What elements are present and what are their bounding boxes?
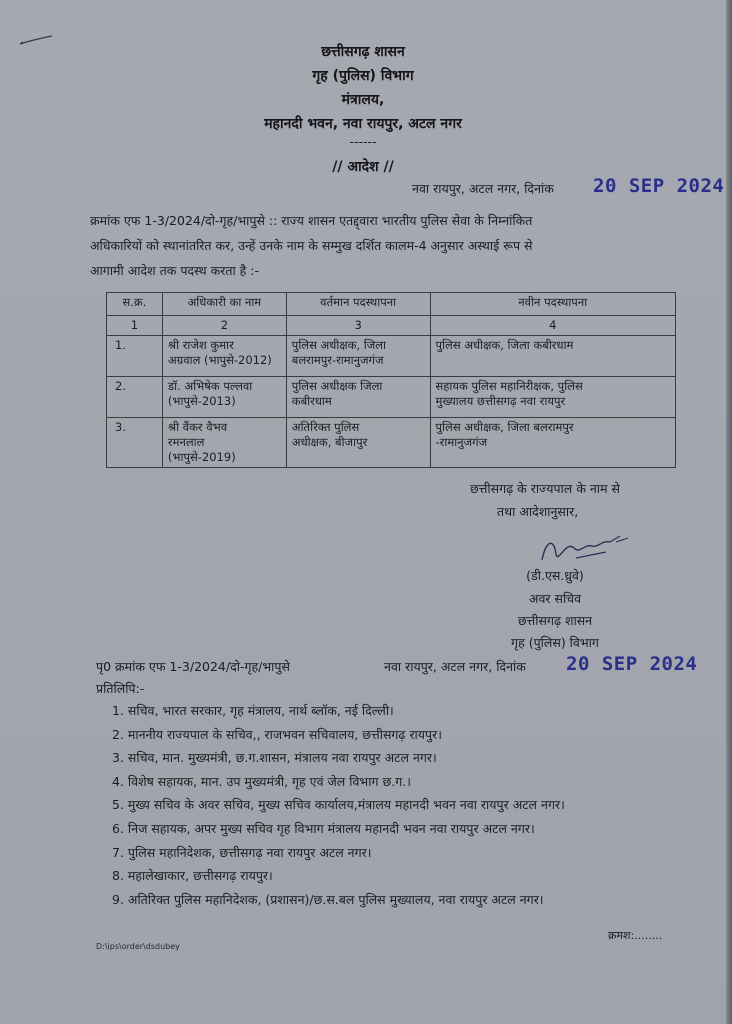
list-item: 8. महालेखाकार, छत्तीसगढ़ रायपुर। bbox=[112, 868, 273, 884]
header-new-posting: नवीन पदस्थापना bbox=[430, 293, 675, 316]
current-posting-cell: अतिरिक्त पुलिस अधीक्षक, बीजापुर bbox=[286, 418, 430, 468]
page-edge-shadow bbox=[726, 0, 732, 1024]
table-row bbox=[107, 377, 676, 418]
new-posting-cell: पुलिस अधीक्षक, जिला बलरामपुर -रामानुजगंज bbox=[430, 418, 675, 468]
list-item: 9. अतिरिक्त पुलिस महानिदेशक, (प्रशासन)/छ.स.बल पुलिस मुख्यालय, नवा रायपुर अटल नगर। bbox=[112, 891, 544, 907]
list-item: 1. सचिव, भारत सरकार, गृह मंत्रालय, नार्थ ब्लॉक, नई दिल्ली। bbox=[112, 703, 394, 718]
address-line: महानदी भवन, नवा रायपुर, अटल नगर bbox=[264, 116, 462, 132]
list-item: 7. पुलिस महानिदेशक, छत्तीसगढ़ नवा रायपुर अटल नगर। bbox=[112, 844, 372, 860]
reference-line-1: क्रमांक एफ 1-3/2024/दो-गृह/भापुसे :: राज्य शासन एतद्द्वारा भारतीय पुलिस सेवा के निम्नांकित bbox=[90, 213, 533, 228]
transfer-table bbox=[106, 292, 676, 468]
reference-line-3: आगामी आदेश तक पदस्थ करता है :- bbox=[90, 263, 260, 278]
govt-name: छत्तीसगढ़ शासन bbox=[321, 44, 405, 60]
department-name: गृह (पुलिस) विभाग bbox=[312, 68, 414, 84]
header-current-posting: वर्तमान पदस्थापना bbox=[286, 293, 430, 316]
signatory-office-2: गृह (पुलिस) विभाग bbox=[511, 635, 599, 650]
signatory-office-1: छत्तीसगढ़ शासन bbox=[517, 613, 593, 628]
file-path: D:\ips\order\dsdubey bbox=[96, 942, 180, 951]
serial-cell: 3. bbox=[107, 418, 163, 468]
table-header-row bbox=[107, 293, 676, 316]
governor-line-1: छत्तीसगढ़ के राज्यपाल के नाम से bbox=[470, 481, 620, 496]
new-posting-cell: पुलिस अधीक्षक, जिला कबीरधाम bbox=[430, 336, 675, 377]
serial-cell: 2. bbox=[107, 377, 163, 418]
col-number: 1 bbox=[107, 316, 163, 336]
officer-name-cell: श्री राजेश कुमार अग्रवाल (भापुसे-2012) bbox=[162, 336, 286, 377]
copy-list bbox=[112, 702, 565, 914]
table-row bbox=[107, 336, 676, 377]
officer-name-cell: डॉ. अभिषेक पल्लवा (भापुसे-2013) bbox=[162, 377, 286, 418]
ministry-name: मंत्रालय, bbox=[341, 92, 385, 108]
list-item: 4. विशेष सहायक, मान. उप मुख्यमंत्री, गृह एवं जेल विभाग छ.ग.। bbox=[112, 773, 411, 789]
table-row bbox=[107, 418, 676, 468]
signature-mark bbox=[536, 530, 636, 570]
signatory-name: (डी.एस.ध्रुवे) bbox=[526, 568, 584, 583]
order-title: // आदेश // bbox=[332, 159, 394, 175]
col-number: 3 bbox=[286, 316, 430, 336]
reference-line-2: अधिकारियों को स्थानांतरित कर, उन्हें उनके नाम के सम्मुख दर्शित कालम-4 अनुसार अस्थाई रूप से bbox=[90, 238, 533, 253]
col-number: 4 bbox=[430, 316, 675, 336]
list-item: 6. निज सहायक, अपर मुख्य सचिव गृह विभाग मंत्रालय महानदी भवन नवा रायपुर अटल नगर। bbox=[112, 820, 535, 836]
date-stamp: 20 SEP 2024 bbox=[593, 175, 725, 197]
col-number: 2 bbox=[162, 316, 286, 336]
header-divider: ------ bbox=[349, 134, 377, 149]
officer-name-cell: श्री वैंकर वैभव रमनलाल (भापुसे-2019) bbox=[162, 418, 286, 468]
serial-cell: 1. bbox=[107, 336, 163, 377]
governor-line-2: तथा आदेशानुसार, bbox=[497, 504, 579, 519]
column-number-row bbox=[107, 316, 676, 336]
continued-mark: क्रमश:........ bbox=[608, 929, 663, 942]
signatory-designation: अवर सचिव bbox=[528, 591, 582, 606]
endorsement-place-label: नवा रायपुर, अटल नगर, दिनांक bbox=[384, 659, 526, 674]
copy-label: प्रतिलिपि:- bbox=[96, 681, 145, 696]
list-item: 2. माननीय राज्यपाल के सचिव,, राजभवन सचिवालय, छत्तीसगढ़ रायपुर। bbox=[112, 726, 442, 742]
current-posting-cell: पुलिस अधीक्षक जिला कबीरधाम bbox=[286, 377, 430, 418]
endorsement-date-stamp: 20 SEP 2024 bbox=[566, 653, 698, 675]
endorsement-ref: पृ0 क्रमांक एफ 1-3/2024/दो-गृह/भापुसे bbox=[96, 659, 290, 674]
header-officer-name: अधिकारी का नाम bbox=[162, 293, 286, 316]
current-posting-cell: पुलिस अधीक्षक, जिला बलरामपुर-रामानुजगंज bbox=[286, 336, 430, 377]
list-item: 5. मुख्य सचिव के अवर सचिव, मुख्य सचिव कार्यालय,मंत्रालय महानदी भवन नवा रायपुर अटल नगर। bbox=[112, 797, 565, 813]
list-item: 3. सचिव, मान. मुख्यमंत्री, छ.ग.शासन, मंत्रालय नवा रायपुर अटल नगर। bbox=[112, 750, 437, 766]
header-serial: स.क्र. bbox=[107, 293, 163, 316]
place-date-label: नवा रायपुर, अटल नगर, दिनांक bbox=[412, 181, 554, 196]
new-posting-cell: सहायक पुलिस महानिरीक्षक, पुलिस मुख्यालय छत्तीसगढ़ नवा रायपुर bbox=[430, 377, 675, 418]
